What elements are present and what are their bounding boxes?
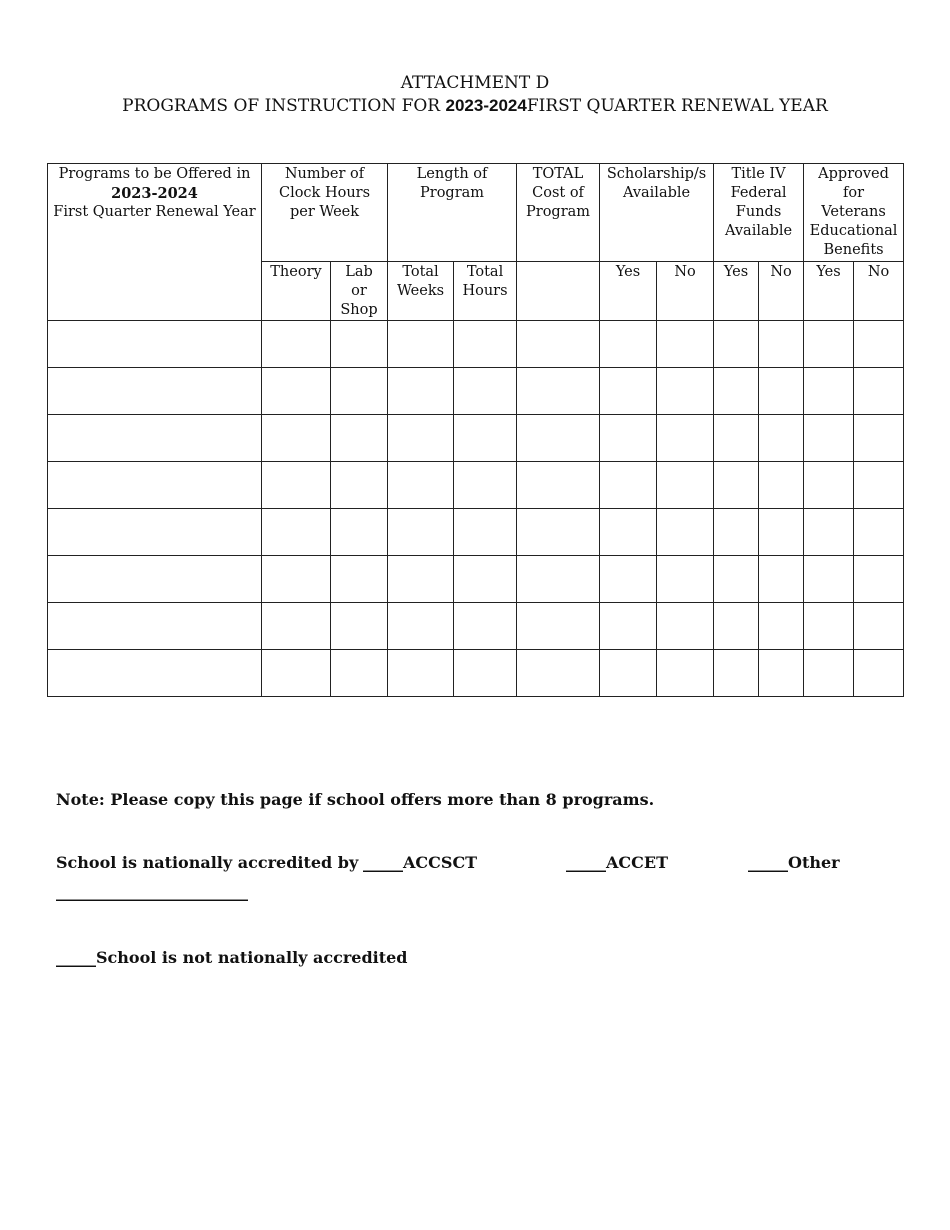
entry-cell[interactable] <box>759 368 804 415</box>
entry-cell[interactable] <box>517 415 600 462</box>
entry-cell[interactable] <box>331 650 388 697</box>
entry-cell[interactable] <box>262 509 331 556</box>
entry-cell[interactable] <box>657 509 714 556</box>
subheader-scholarship-no: No <box>657 262 714 321</box>
entry-cell[interactable] <box>804 556 854 603</box>
entry-cell[interactable] <box>454 650 517 697</box>
entry-cell[interactable] <box>759 415 804 462</box>
entry-cell[interactable] <box>388 509 454 556</box>
entry-cell[interactable] <box>48 321 262 368</box>
entry-cell[interactable] <box>657 462 714 509</box>
entry-cell[interactable] <box>517 650 600 697</box>
entry-cell[interactable] <box>517 368 600 415</box>
entry-cell[interactable] <box>517 321 600 368</box>
entry-cell[interactable] <box>804 415 854 462</box>
entry-cell[interactable] <box>657 603 714 650</box>
subheader-cost-blank <box>517 262 600 321</box>
entry-cell[interactable] <box>262 603 331 650</box>
subtitle-suffix: FIRST QUARTER RENEWAL YEAR <box>526 96 828 116</box>
entry-cell[interactable] <box>600 462 657 509</box>
header-clock-hours: Number of Clock Hours per Week <box>262 164 388 262</box>
header-title-iv: Title IV Federal Funds Available <box>714 164 804 262</box>
entry-cell[interactable] <box>759 650 804 697</box>
other-specify-line[interactable]: ________________________ <box>56 882 248 901</box>
entry-cell[interactable] <box>854 462 904 509</box>
entry-cell[interactable] <box>804 321 854 368</box>
subheader-veterans-yes: Yes <box>804 262 854 321</box>
entry-cell[interactable] <box>48 462 262 509</box>
header-scholarship: Scholarship/s Available <box>600 164 714 262</box>
entry-cell[interactable] <box>331 462 388 509</box>
header-row-main <box>48 164 904 262</box>
entry-cell[interactable] <box>454 509 517 556</box>
blank-rows <box>48 321 904 697</box>
entry-cell[interactable] <box>388 415 454 462</box>
other-option[interactable]: _____Other <box>748 853 840 872</box>
table-row <box>48 556 904 603</box>
entry-cell[interactable] <box>48 603 262 650</box>
entry-cell[interactable] <box>714 415 759 462</box>
header-veterans: Approved for Veterans Educational Benefits <box>804 164 904 262</box>
entry-cell[interactable] <box>714 509 759 556</box>
entry-cell[interactable] <box>854 415 904 462</box>
entry-cell[interactable] <box>331 509 388 556</box>
entry-cell[interactable] <box>804 368 854 415</box>
entry-cell[interactable] <box>714 368 759 415</box>
entry-cell[interactable] <box>854 650 904 697</box>
entry-cell[interactable] <box>388 321 454 368</box>
entry-cell[interactable] <box>48 556 262 603</box>
entry-cell[interactable] <box>48 415 262 462</box>
entry-cell[interactable] <box>657 321 714 368</box>
entry-cell[interactable] <box>262 321 331 368</box>
entry-cell[interactable] <box>331 603 388 650</box>
entry-cell[interactable] <box>759 321 804 368</box>
subheader-title-iv-no: No <box>759 262 804 321</box>
entry-cell[interactable] <box>331 415 388 462</box>
entry-cell[interactable] <box>854 321 904 368</box>
entry-cell[interactable] <box>454 603 517 650</box>
entry-cell[interactable] <box>759 462 804 509</box>
page-subtitle <box>0 95 950 117</box>
table-row <box>48 415 904 462</box>
entry-cell[interactable] <box>388 650 454 697</box>
entry-cell[interactable] <box>804 650 854 697</box>
subheader-total-weeks: Total Weeks <box>388 262 454 321</box>
entry-cell[interactable] <box>714 603 759 650</box>
entry-cell[interactable] <box>454 556 517 603</box>
entry-cell[interactable] <box>331 556 388 603</box>
subheader-theory: Theory <box>262 262 331 321</box>
subheader-scholarship-yes: Yes <box>600 262 657 321</box>
table-row <box>48 321 904 368</box>
entry-cell[interactable] <box>262 650 331 697</box>
entry-cell[interactable] <box>600 603 657 650</box>
entry-cell[interactable] <box>854 556 904 603</box>
header-total-cost: TOTAL Cost of Program <box>517 164 600 262</box>
entry-cell[interactable] <box>262 368 331 415</box>
table-row <box>48 650 904 697</box>
subheader-veterans-no: No <box>854 262 904 321</box>
accsct-option[interactable]: _____ACCSCT <box>363 853 478 872</box>
entry-cell[interactable] <box>517 509 600 556</box>
entry-cell[interactable] <box>714 462 759 509</box>
entry-cell[interactable] <box>657 368 714 415</box>
entry-cell[interactable] <box>454 415 517 462</box>
entry-cell[interactable] <box>48 509 262 556</box>
entry-cell[interactable] <box>657 415 714 462</box>
entry-cell[interactable] <box>331 321 388 368</box>
entry-cell[interactable] <box>759 509 804 556</box>
entry-cell[interactable] <box>454 321 517 368</box>
entry-cell[interactable] <box>804 509 854 556</box>
entry-cell[interactable] <box>854 603 904 650</box>
entry-cell[interactable] <box>657 650 714 697</box>
accet-option[interactable]: _____ACCET <box>566 853 668 872</box>
entry-cell[interactable] <box>600 415 657 462</box>
entry-cell[interactable] <box>331 368 388 415</box>
entry-cell[interactable] <box>48 650 262 697</box>
subtitle-prefix: PROGRAMS OF INSTRUCTION FOR <box>122 96 446 116</box>
table-row <box>48 509 904 556</box>
entry-cell[interactable] <box>388 368 454 415</box>
table-row <box>48 462 904 509</box>
entry-cell[interactable] <box>759 556 804 603</box>
entry-cell[interactable] <box>657 556 714 603</box>
entry-cell[interactable] <box>48 368 262 415</box>
table-row <box>48 368 904 415</box>
entry-cell[interactable] <box>714 321 759 368</box>
subheader-total-hours: Total Hours <box>454 262 517 321</box>
copy-note: Note: Please copy this page if school offers more than 8 programs. <box>56 790 655 809</box>
entry-cell[interactable] <box>388 603 454 650</box>
entry-cell[interactable] <box>388 556 454 603</box>
entry-cell[interactable] <box>714 556 759 603</box>
entry-cell[interactable] <box>804 603 854 650</box>
header-programs: Programs to be Offered in 2023-2024 First Quarter Renewal Year <box>48 164 262 321</box>
entry-cell[interactable] <box>714 650 759 697</box>
entry-cell[interactable] <box>600 321 657 368</box>
entry-cell[interactable] <box>517 462 600 509</box>
subtitle-year: 2023-2024 <box>445 96 527 115</box>
entry-cell[interactable] <box>600 650 657 697</box>
entry-cell[interactable] <box>454 368 517 415</box>
table-row <box>48 603 904 650</box>
accredited-label: School is nationally accredited by <box>56 853 359 872</box>
entry-cell[interactable] <box>517 556 600 603</box>
entry-cell[interactable] <box>804 462 854 509</box>
subheader-lab-or-shop: Lab or Shop <box>331 262 388 321</box>
entry-cell[interactable] <box>262 462 331 509</box>
not-accredited-option[interactable]: _____School is not nationally accredited <box>56 948 408 967</box>
attachment-title: ATTACHMENT D <box>400 73 550 93</box>
entry-cell[interactable] <box>854 368 904 415</box>
programs-table <box>47 163 904 697</box>
subheader-title-iv-yes: Yes <box>714 262 759 321</box>
entry-cell[interactable] <box>262 415 331 462</box>
entry-cell[interactable] <box>388 462 454 509</box>
entry-cell[interactable] <box>600 556 657 603</box>
entry-cell[interactable] <box>854 509 904 556</box>
entry-cell[interactable] <box>600 368 657 415</box>
entry-cell[interactable] <box>600 509 657 556</box>
header-length-of-program: Length of Program <box>388 164 517 262</box>
entry-cell[interactable] <box>262 556 331 603</box>
entry-cell[interactable] <box>517 603 600 650</box>
entry-cell[interactable] <box>759 603 804 650</box>
entry-cell[interactable] <box>454 462 517 509</box>
